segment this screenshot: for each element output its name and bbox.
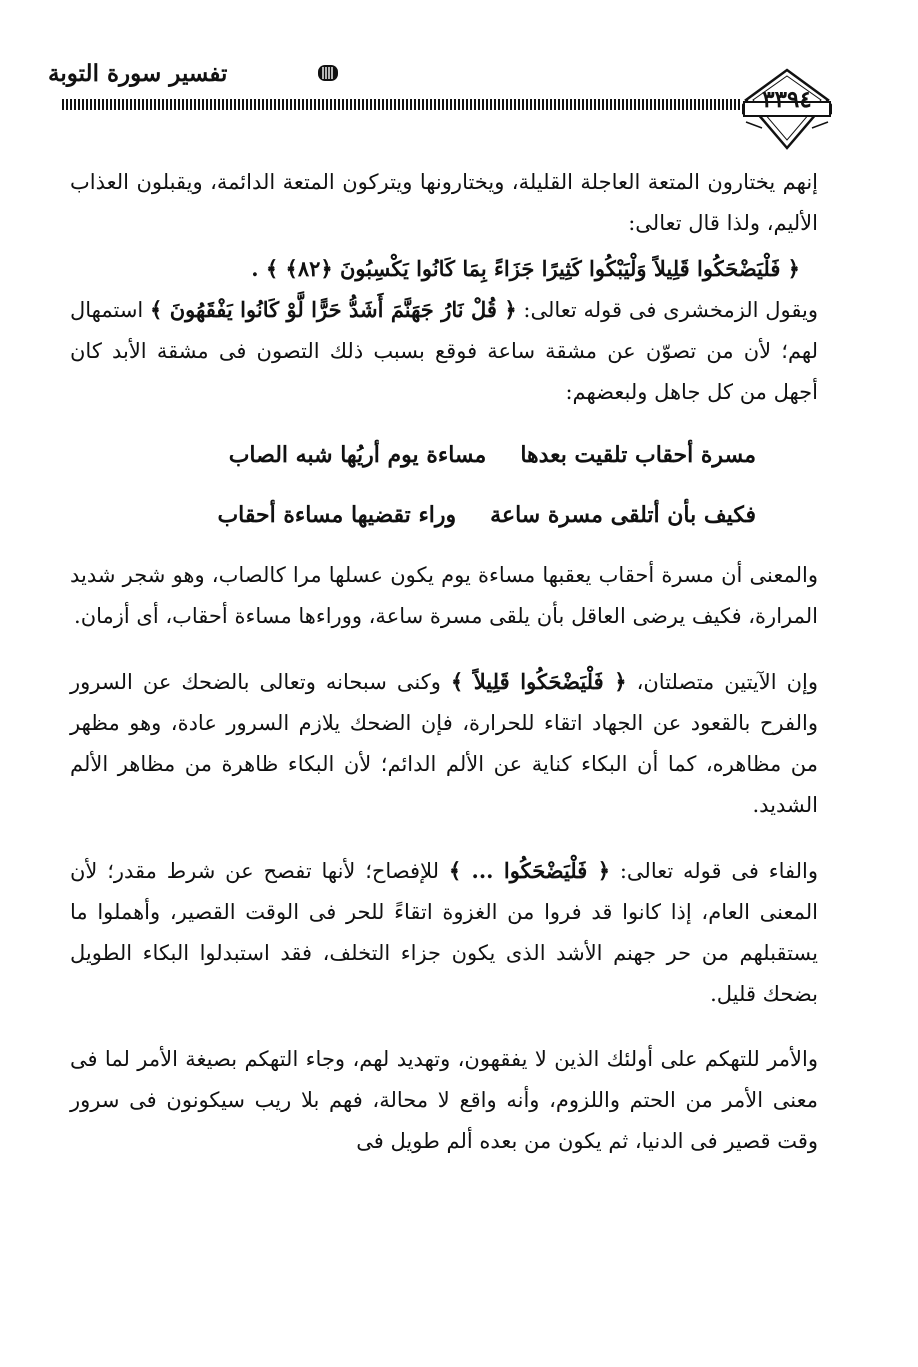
text-line: القصير، وأهملوا ما يستقبلهم من حر جهنم الأشد الذى يكون جزاء التخلف، xyxy=(70,900,818,965)
text-line: بصيغة الأمر لما فى معنى الأمر من الحتم واللزوم، وأنه واقع لا محالة، فهم بلا xyxy=(70,1047,818,1112)
text-line: شرط مقدر؛ لأن المعنى العام، إذا كانوا قد فروا من الغزوة اتقاءً للحر فى الوقت xyxy=(70,859,818,924)
running-title: تفسير سورة التوبة xyxy=(48,60,228,87)
page-body xyxy=(70,162,818,1162)
text-line: والأمر للتهكم على أولئك الذين لا يفقهون، وتهديد لهم، وجاء التهكم xyxy=(244,1047,818,1071)
paragraph xyxy=(70,850,818,1015)
text-line: إنهم يختارون المتعة العاجلة القليلة، ويختارونها ويتركون المتعة الدائمة، xyxy=(210,170,818,194)
paragraph xyxy=(70,1039,818,1162)
quran-verse: ﴿ فَلْيَضْحَكُوا قَلِيلاً وَلْيَبْكُوا كَثِيرًا جَزَاءً بِمَا كَانُوا يَكْسِبُونَ ﴿٨٢﴾ ﴾ . xyxy=(251,256,800,281)
text-line: ويقول الزمخشرى فى قوله تعالى: xyxy=(516,298,818,322)
quran-quote: ﴿ فَلْيَضْحَكُوا ... ﴾ xyxy=(448,858,611,883)
quran-quote: ﴿ فَلْيَضْحَكُوا قَلِيلاً ﴾ xyxy=(450,669,627,694)
text-line: وإن الآيتين متصلتان، xyxy=(626,670,818,694)
text-line: والفاء فى قوله تعالى: xyxy=(610,859,818,883)
text-line: استمهال لهم؛ لأن من تصوّن عن مشقة ساعة فوقع بسبب ذلك التصون فى مشقة xyxy=(70,298,819,363)
text-line: أحقاب، أى أزمان. xyxy=(74,604,228,628)
header-rule xyxy=(62,99,742,110)
page-number: ٣٣٩٤ xyxy=(762,86,812,113)
poem xyxy=(70,425,818,545)
text-line: عادة، وهو مظهر من مظاهره، كما أن البكاء كناية عن الألم الدائم؛ لأن البكاء xyxy=(70,711,818,776)
text-line: شجر شديد المرارة، فكيف يرضى العاقل بأن يلقى مسرة ساعة، ووراءها مساءة xyxy=(70,563,818,628)
quran-quote: ﴿ قُلْ نَارُ جَهَنَّمَ أَشَدُّ حَرًّا لَّوْ كَانُوا يَفْقَهُونَ ﴾ xyxy=(150,297,517,322)
text-line: والمعنى أن مسرة أحقاب يعقبها مساءة يوم يكون عسلها مرا كالصاب، وهو xyxy=(172,563,818,587)
poem-hemistich: وراء تقضيها مساءة أحقاب xyxy=(217,501,457,528)
paragraph xyxy=(70,289,818,413)
poem-verse xyxy=(70,425,818,485)
paragraph xyxy=(70,555,818,637)
poem-hemistich: فكيف بأن أتلقى مسرة ساعة xyxy=(490,501,756,528)
text-line: عن السرور والفرح بالقعود عن الجهاد اتقاء للحرارة، فإن الضحك يلازم السرور xyxy=(70,670,818,735)
paragraph xyxy=(70,661,818,826)
text-line: فقد استبدلوا البكاء الطويل بضحك قليل. xyxy=(70,941,818,1006)
page-number-badge xyxy=(742,66,832,156)
poem-hemistich: مسرة أحقاب تلقيت بعدها xyxy=(520,441,756,468)
text-line: ويقبلون العذاب الأليم، ولذا قال تعالى: xyxy=(70,170,818,235)
text-line: ريب سيكونون فى سرور وقت قصير فى الدنيا، ثم يكون من بعده ألم طويل فى xyxy=(70,1088,818,1153)
text-line: الأبد كان أجهل من كل جاهل ولبعضهم: xyxy=(70,339,818,404)
text-line: ظاهرة من مظاهر الألم الشديد. xyxy=(70,752,818,817)
text-line: للإفصاح؛ لأنها تفصح عن xyxy=(225,859,449,883)
ornament-icon xyxy=(316,62,340,84)
poem-hemistich: مساءة يوم أريُها شبه الصاب xyxy=(228,441,487,468)
text-line: وكنى سبحانه وتعالى بالضحك xyxy=(181,670,451,694)
page-header xyxy=(0,0,918,160)
poem-verse xyxy=(70,485,818,545)
paragraph xyxy=(70,162,818,244)
